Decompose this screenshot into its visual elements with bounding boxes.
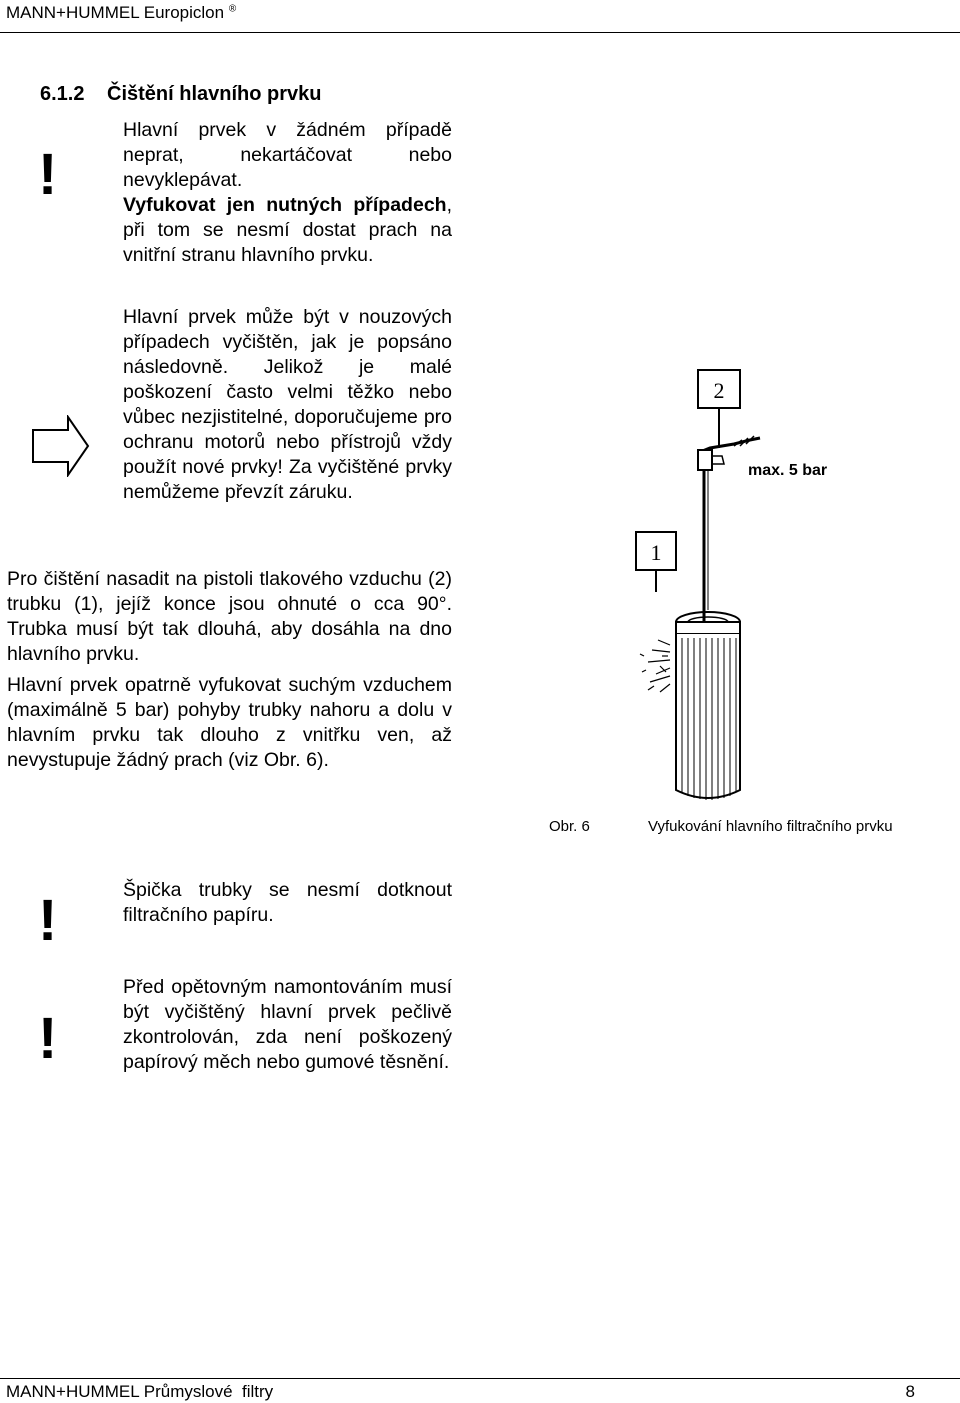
dust-spray-icon	[640, 640, 670, 692]
warning-1-line2	[123, 193, 452, 268]
footer-company: MANN+HUMMEL Průmyslové filtry	[6, 1382, 274, 1401]
hint-text: Hlavní prvek může být v nouzových případech vyčištěn, jak je popsáno následovně. Jelikož je malé poškození často velmi těžko nebo vůbec nezjistitelné, doporučujeme pro ochranu motorů nebo přístrojů vždy použít nové prvky! Za vyčištěné prvky nemůžeme převzít záruku.	[123, 306, 452, 503]
warning-3-text: Před opětovným namontováním musí být vyčištěný hlavní prvek pečlivě zkontrolován, zda není poškozený papírový měch nebo gumové těsnění.	[123, 976, 452, 1073]
warning-block-1	[123, 118, 452, 268]
warning-2-text: Špička trubky se nesmí dotknout filtračního papíru.	[123, 879, 452, 926]
registered-mark: ®	[228, 3, 237, 15]
warning-1-line1: Hlavní prvek v žádném případě neprat, nekartáčovat nebo nevyklepávat.	[123, 119, 452, 191]
warning-exclamation-icon-2: !	[38, 888, 58, 953]
hint-arrow-icon	[30, 415, 90, 477]
filter-element	[676, 610, 740, 800]
callout-label-2: 2	[713, 378, 725, 403]
body-paragraph-2: Hlavní prvek opatrně vyfukovat suchým vzduchem (maximálně 5 bar) pohyby trubky nahoru a dolu v hlavním prvku tak dlouho z vnitřku ven, až nevystupuje žádný prach (viz Obr. 6).	[7, 674, 452, 771]
warning-1-rest: , při tom se nesmí dostat prach na vnitřní stranu hlavního prvku.	[123, 194, 452, 266]
warning-exclamation-icon-3: !	[38, 1006, 58, 1071]
figure-caption-text: Vyfukování hlavního filtračního prvku	[648, 818, 893, 835]
warning-exclamation-icon: !	[38, 142, 58, 207]
section-number: 6.1.2	[40, 83, 85, 105]
warning-block-3	[123, 975, 452, 1075]
footer-rule	[0, 1378, 960, 1379]
pressure-label: max. 5 bar	[748, 462, 828, 479]
warning-1-bold: Vyfukovat jen nutných případech	[123, 194, 447, 216]
body-text	[7, 567, 452, 773]
body-paragraph-1: Pro čištění nasadit na pistoli tlakového vzduchu (2) trubku (1), jejíž konce jsou ohnuté o cca 90°. Trubka musí být tak dlouhá, aby dosáhla na dno hlavního prvku.	[7, 568, 452, 665]
header-title: MANN+HUMMEL Europiclon	[6, 3, 225, 22]
hint-block	[123, 305, 452, 505]
document-header	[6, 3, 236, 23]
warning-block-2	[123, 878, 452, 928]
section-title: Čištění hlavního prvku	[107, 83, 322, 105]
figure-blowing-filter	[600, 360, 860, 815]
section-heading	[40, 83, 321, 106]
callout-label-1: 1	[650, 540, 662, 565]
header-rule	[0, 32, 960, 33]
figure-caption-number: Obr. 6	[549, 818, 590, 835]
page-number: 8	[905, 1382, 915, 1401]
